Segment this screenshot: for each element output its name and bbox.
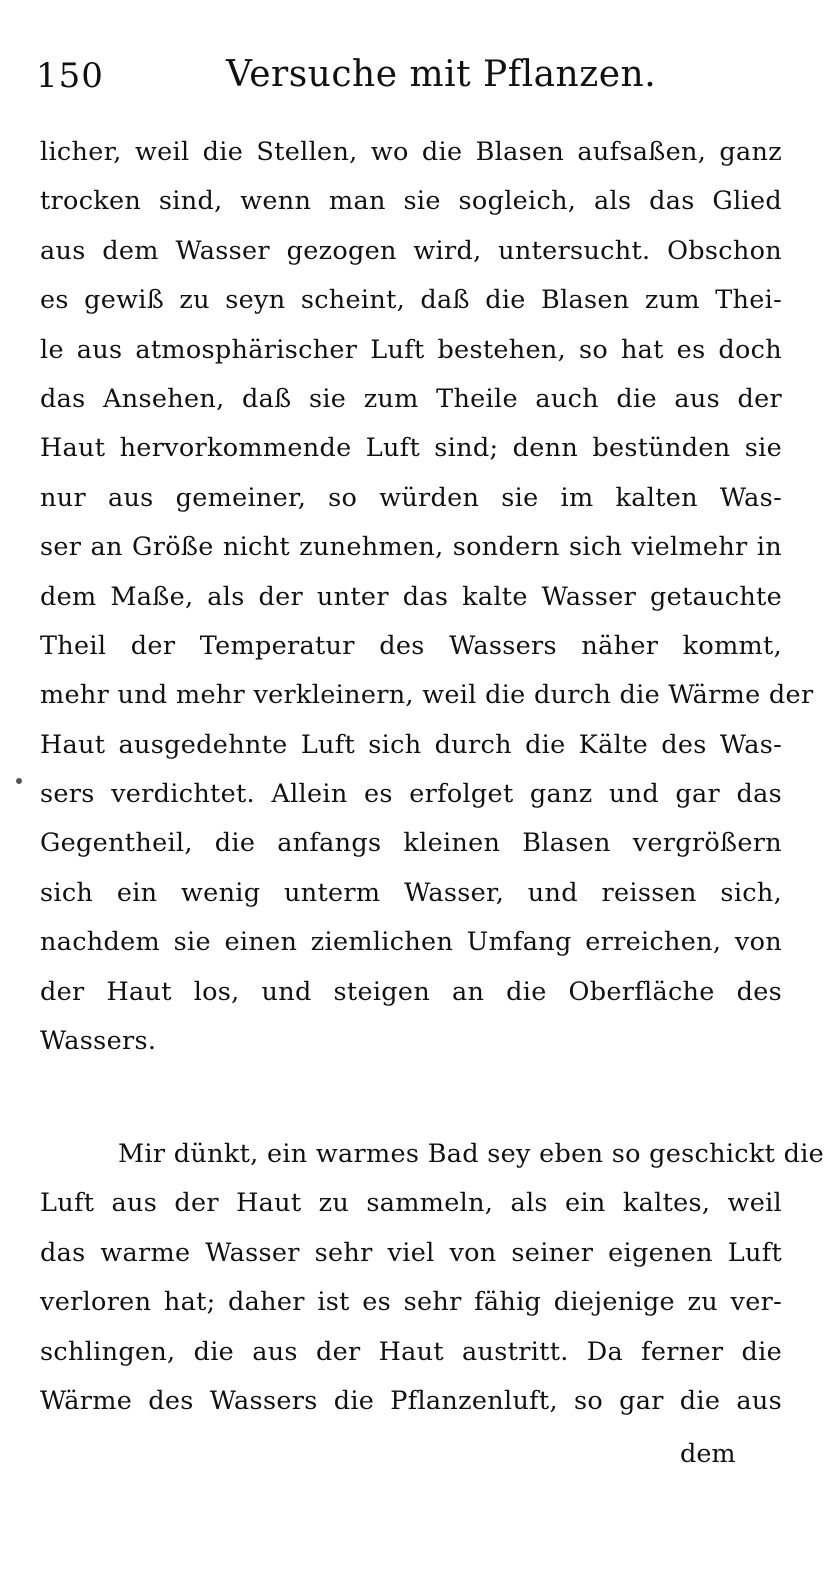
text-line: verloren hat; daher ist es sehr fähig diejenige zu ver- [40,1287,782,1318]
running-title: Versuche mit Pflanzen. [226,54,657,95]
text-line: dem Maße, als der unter das kalte Wasser getauchte [40,581,782,612]
text-line: Wassers. [40,1026,157,1057]
ink-speck [15,777,23,785]
text-line: ser an Größe nicht zunehmen, sondern sich vielmehr in [40,532,782,563]
text-line: mehr und mehr verkleinern, weil die durch die Wärme der [40,680,814,711]
paragraph-2 [40,1130,825,1426]
text-line: sers verdichtet. Allein es erfolget ganz und gar das [40,779,782,810]
paragraph-1 [40,128,814,1066]
catchword: dem [680,1439,736,1469]
text-line: Luft aus der Haut zu sammeln, als ein kaltes, weil [40,1188,782,1219]
text-line: aus dem Wasser gezogen wird, untersucht. Obschon [40,235,782,266]
text-line: schlingen, die aus der Haut austritt. Da ferner die [40,1336,782,1367]
page-number: 150 [36,56,104,96]
text-line: Haut hervorkommende Luft sind; denn bestünden sie [40,433,782,464]
text-line: Gegentheil, die anfangs kleinen Blasen vergrößern [40,828,782,859]
text-line: le aus atmosphärischer Luft bestehen, so hat es doch [40,334,782,365]
text-line: nachdem sie einen ziemlichen Umfang erreichen, von [40,927,782,958]
text-line: Haut ausgedehnte Luft sich durch die Kälte des Was- [40,729,782,760]
text-line: licher, weil die Stellen, wo die Blasen aufsaßen, ganz [40,137,782,167]
text-line: nur aus gemeiner, so würden sie im kalten Was- [40,482,782,513]
text-line: Wärme des Wassers die Pflanzenluft, so gar die aus [40,1385,782,1416]
text-line: das Ansehen, daß sie zum Theile auch die aus der [40,383,782,414]
text-line: sich ein wenig unterm Wasser, und reissen sich, [40,877,782,908]
text-line: trocken sind, wenn man sie sogleich, als das Glied [40,186,782,217]
text-line: es gewiß zu seyn scheint, daß die Blasen zum Thei- [40,285,782,316]
text-line: das warme Wasser sehr viel von seiner eigenen Luft [40,1237,782,1268]
text-line: Mir dünkt, ein warmes Bad sey eben so geschickt die [118,1139,825,1169]
page-header [36,48,796,108]
text-line: der Haut los, und steigen an die Oberfläche des [40,976,782,1007]
text-line: Theil der Temperatur des Wassers näher kommt, [40,630,782,661]
